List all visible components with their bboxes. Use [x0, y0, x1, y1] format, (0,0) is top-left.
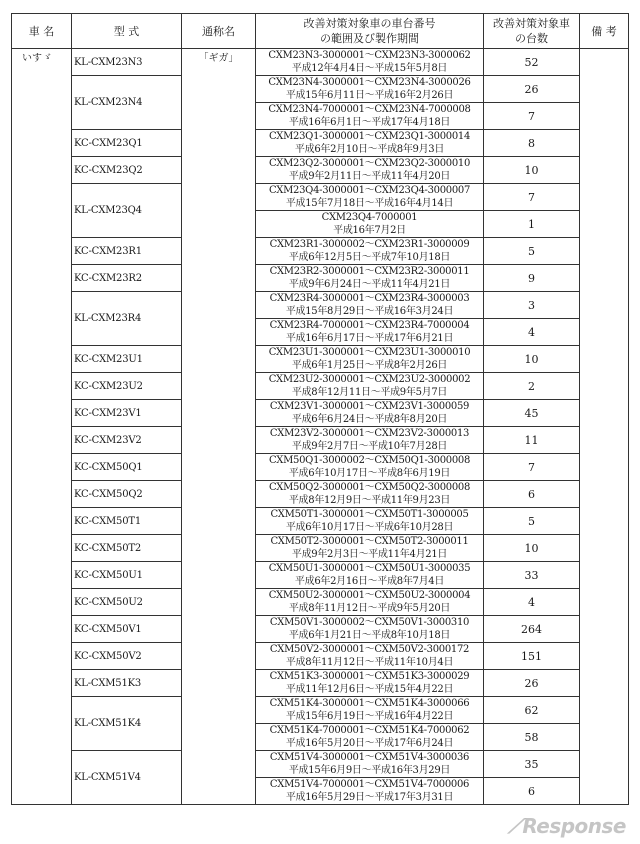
production-period: 平成6年2月10日〜平成8年9月3日 [294, 144, 445, 155]
table-row [12, 481, 629, 508]
header-count [484, 14, 580, 49]
chassis-range: CXM23Q4-7000001 [321, 212, 418, 223]
model-cell: KC-CXM23U2 [72, 373, 182, 400]
table-row [12, 265, 629, 292]
count-cell: 6 [484, 778, 580, 805]
count-cell: 1 [484, 211, 580, 238]
chassis-range: CXM23R4-3000001〜CXM23R4-3000003 [269, 293, 470, 304]
range-cell [256, 751, 484, 778]
model-cell: KC-CXM50T2 [72, 535, 182, 562]
chassis-range: CXM23Q2-3000001〜CXM23Q2-3000010 [268, 158, 471, 169]
table-row [12, 454, 629, 481]
production-period: 平成12年4月4日〜平成15年5月8日 [291, 63, 448, 74]
chassis-range: CXM23N4-7000001〜CXM23N4-7000008 [268, 104, 471, 115]
chassis-range: CXM51K4-7000001〜CXM51K4-7000062 [269, 725, 470, 736]
chassis-range: CXM50U1-3000001〜CXM50U1-3000035 [268, 563, 471, 574]
header-range-line2: の範囲及び製作期間 [320, 32, 419, 45]
table-row [12, 400, 629, 427]
table-row [12, 697, 629, 724]
table-row [12, 292, 629, 319]
model-cell: KL-CXM51K4 [72, 697, 182, 751]
model-cell: KC-CXM23R2 [72, 265, 182, 292]
range-cell [256, 697, 484, 724]
count-cell: 10 [484, 535, 580, 562]
header-remarks: 備 考 [580, 14, 629, 49]
count-cell: 58 [484, 724, 580, 751]
production-period: 平成9年2月11日〜平成11年4月20日 [288, 171, 451, 182]
count-cell: 26 [484, 76, 580, 103]
range-cell [256, 481, 484, 508]
range-cell [256, 400, 484, 427]
table-row [12, 535, 629, 562]
count-cell: 62 [484, 697, 580, 724]
count-cell: 35 [484, 751, 580, 778]
production-period: 平成15年8月29日〜平成16年3月24日 [285, 306, 454, 317]
range-cell [256, 346, 484, 373]
model-cell: KC-CXM50Q1 [72, 454, 182, 481]
range-cell [256, 589, 484, 616]
range-cell [256, 103, 484, 130]
model-cell: KC-CXM23U1 [72, 346, 182, 373]
table-row [12, 130, 629, 157]
table-row [12, 346, 629, 373]
production-period: 平成15年7月18日〜平成16年4月14日 [285, 198, 454, 209]
range-cell [256, 454, 484, 481]
model-cell: KC-CXM23Q2 [72, 157, 182, 184]
model-cell: KC-CXM23V2 [72, 427, 182, 454]
production-period: 平成6年10月17日〜平成8年6月19日 [288, 468, 451, 479]
table-row [12, 427, 629, 454]
count-cell: 264 [484, 616, 580, 643]
chassis-range: CXM50V2-3000001〜CXM50V2-3000172 [269, 644, 470, 655]
header-count-line1: 改善対策対象車 [493, 17, 570, 30]
table-row [12, 643, 629, 670]
production-period: 平成8年11月12日〜平成11年10月4日 [285, 657, 454, 668]
chassis-range: CXM50Q1-3000002〜CXM50Q1-3000008 [268, 455, 471, 466]
range-cell [256, 49, 484, 76]
production-period: 平成9年2月7日〜平成10年7月28日 [291, 441, 448, 452]
chassis-range: CXM23V2-3000001〜CXM23V2-3000013 [269, 428, 470, 439]
header-range-line1: 改善対策対象車の車台番号 [303, 17, 436, 30]
table-row [12, 76, 629, 103]
production-period: 平成11年12月6日〜平成15年4月22日 [285, 684, 454, 695]
production-period: 平成9年2月3日〜平成11年4月21日 [291, 549, 448, 560]
range-cell [256, 562, 484, 589]
model-cell: KC-CXM50U1 [72, 562, 182, 589]
table-row [12, 562, 629, 589]
table-row [12, 589, 629, 616]
table-row [12, 49, 629, 76]
model-cell: KL-CXM23Q4 [72, 184, 182, 238]
production-period: 平成8年12月11日〜平成9年5月7日 [291, 387, 448, 398]
chassis-range: CXM51V4-3000001〜CXM51V4-3000036 [269, 752, 470, 763]
chassis-range: CXM23N4-3000001〜CXM23N4-3000026 [268, 77, 471, 88]
range-cell [256, 292, 484, 319]
table-row [12, 238, 629, 265]
production-period: 平成16年6月1日〜平成17年4月18日 [288, 117, 451, 128]
range-cell [256, 76, 484, 103]
production-period: 平成6年1月21日〜平成8年10月18日 [288, 630, 451, 641]
header-row [12, 14, 629, 49]
production-period: 平成16年5月20日〜平成17年6月24日 [285, 738, 454, 749]
range-cell [256, 265, 484, 292]
chassis-range: CXM50T1-3000001〜CXM50T1-3000005 [270, 509, 469, 520]
chassis-range: CXM23Q4-3000001〜CXM23Q4-3000007 [268, 185, 471, 196]
count-cell: 11 [484, 427, 580, 454]
header-count-line2: の台数 [515, 32, 548, 45]
production-period: 平成6年12月5日〜平成7年10月18日 [288, 252, 451, 263]
chassis-range: CXM23U2-3000001〜CXM23U2-3000002 [268, 374, 471, 385]
range-cell [256, 724, 484, 751]
production-period: 平成6年2月16日〜平成8年7月4日 [294, 576, 445, 587]
table-row [12, 616, 629, 643]
watermark-logo [508, 814, 626, 838]
model-cell: KC-CXM50T1 [72, 508, 182, 535]
model-cell: KL-CXM51K3 [72, 670, 182, 697]
count-cell: 4 [484, 589, 580, 616]
count-cell: 4 [484, 319, 580, 346]
chassis-range: CXM23R2-3000001〜CXM23R2-3000011 [269, 266, 470, 277]
table-row [12, 373, 629, 400]
header-maker: 車 名 [12, 14, 72, 49]
production-period: 平成15年6月11日〜平成16年2月26日 [285, 90, 454, 101]
model-cell: KC-CXM23R1 [72, 238, 182, 265]
table-row [12, 508, 629, 535]
range-cell [256, 535, 484, 562]
count-cell: 5 [484, 238, 580, 265]
chassis-range: CXM23R4-7000001〜CXM23R4-7000004 [269, 320, 470, 331]
maker-cell: いすゞ [12, 49, 72, 805]
range-cell [256, 319, 484, 346]
range-cell [256, 184, 484, 211]
range-cell [256, 778, 484, 805]
range-cell [256, 616, 484, 643]
count-cell: 6 [484, 481, 580, 508]
count-cell: 52 [484, 49, 580, 76]
table-row [12, 751, 629, 778]
count-cell: 151 [484, 643, 580, 670]
production-period: 平成6年10月17日〜平成6年10月28日 [285, 522, 454, 533]
chassis-range: CXM50V1-3000002〜CXM50V1-3000310 [269, 617, 470, 628]
table-row [12, 670, 629, 697]
model-cell: KC-CXM23Q1 [72, 130, 182, 157]
production-period: 平成8年12月9日〜平成11年9月23日 [288, 495, 451, 506]
count-cell: 33 [484, 562, 580, 589]
production-period: 平成8年11月12日〜平成9年5月20日 [288, 603, 451, 614]
table-row [12, 157, 629, 184]
range-cell [256, 238, 484, 265]
chassis-range: CXM23N3-3000001〜CXM23N3-3000062 [268, 50, 471, 61]
model-cell: KC-CXM23V1 [72, 400, 182, 427]
model-cell: KL-CXM51V4 [72, 751, 182, 805]
range-cell [256, 130, 484, 157]
count-cell: 5 [484, 508, 580, 535]
model-cell: KC-CXM50V2 [72, 643, 182, 670]
chassis-range: CXM23Q1-3000001〜CXM23Q1-3000014 [268, 131, 471, 142]
model-cell: KL-CXM23R4 [72, 292, 182, 346]
count-cell: 7 [484, 184, 580, 211]
range-cell [256, 211, 484, 238]
count-cell: 10 [484, 157, 580, 184]
production-period: 平成15年6月19日〜平成16年4月22日 [285, 711, 454, 722]
count-cell: 7 [484, 103, 580, 130]
production-period: 平成9年6月24日〜平成11年4月21日 [288, 279, 451, 290]
production-period: 平成15年6月9日〜平成16年3月29日 [288, 765, 451, 776]
count-cell: 3 [484, 292, 580, 319]
table-row [12, 184, 629, 211]
count-cell: 26 [484, 670, 580, 697]
model-cell: KL-CXM23N3 [72, 49, 182, 76]
range-cell [256, 670, 484, 697]
production-period: 平成16年5月29日〜平成17年3月31日 [285, 792, 454, 803]
count-cell: 2 [484, 373, 580, 400]
count-cell: 8 [484, 130, 580, 157]
range-cell [256, 373, 484, 400]
model-cell: KL-CXM23N4 [72, 76, 182, 130]
table-body [12, 49, 629, 805]
count-cell: 7 [484, 454, 580, 481]
range-cell [256, 427, 484, 454]
chassis-range: CXM23R1-3000002〜CXM23R1-3000009 [269, 239, 470, 250]
range-cell [256, 643, 484, 670]
watermark-text: Response [522, 814, 626, 838]
production-period: 平成6年6月24日〜平成8年8月20日 [291, 414, 448, 425]
chassis-range: CXM51V4-7000001〜CXM51V4-7000006 [269, 779, 470, 790]
chassis-range: CXM50T2-3000001〜CXM50T2-3000011 [270, 536, 469, 547]
chassis-range: CXM23V1-3000001〜CXM23V1-3000059 [269, 401, 470, 412]
chassis-range: CXM23U1-3000001〜CXM23U1-3000010 [268, 347, 471, 358]
model-cell: KC-CXM50Q2 [72, 481, 182, 508]
production-period: 平成16年6月17日〜平成17年6月21日 [285, 333, 454, 344]
chassis-range: CXM50Q2-3000001〜CXM50Q2-3000008 [268, 482, 471, 493]
header-model: 型 式 [72, 14, 182, 49]
model-cell: KC-CXM50V1 [72, 616, 182, 643]
production-period: 平成6年1月25日〜平成8年2月26日 [291, 360, 448, 371]
model-cell: KC-CXM50U2 [72, 589, 182, 616]
production-period: 平成16年7月2日 [333, 225, 406, 236]
remarks-cell [580, 49, 629, 805]
count-cell: 9 [484, 265, 580, 292]
header-nickname: 通称名 [182, 14, 256, 49]
chassis-range: CXM50U2-3000001〜CXM50U2-3000004 [268, 590, 471, 601]
range-cell [256, 508, 484, 535]
nickname-cell: 「ギガ」 [182, 49, 256, 805]
count-cell: 45 [484, 400, 580, 427]
recall-table [11, 13, 629, 805]
range-cell [256, 157, 484, 184]
header-range [256, 14, 484, 49]
count-cell: 10 [484, 346, 580, 373]
chassis-range: CXM51K3-3000001〜CXM51K3-3000029 [269, 671, 470, 682]
chassis-range: CXM51K4-3000001〜CXM51K4-3000066 [269, 698, 470, 709]
swoosh-icon: ⟋ [507, 814, 522, 838]
